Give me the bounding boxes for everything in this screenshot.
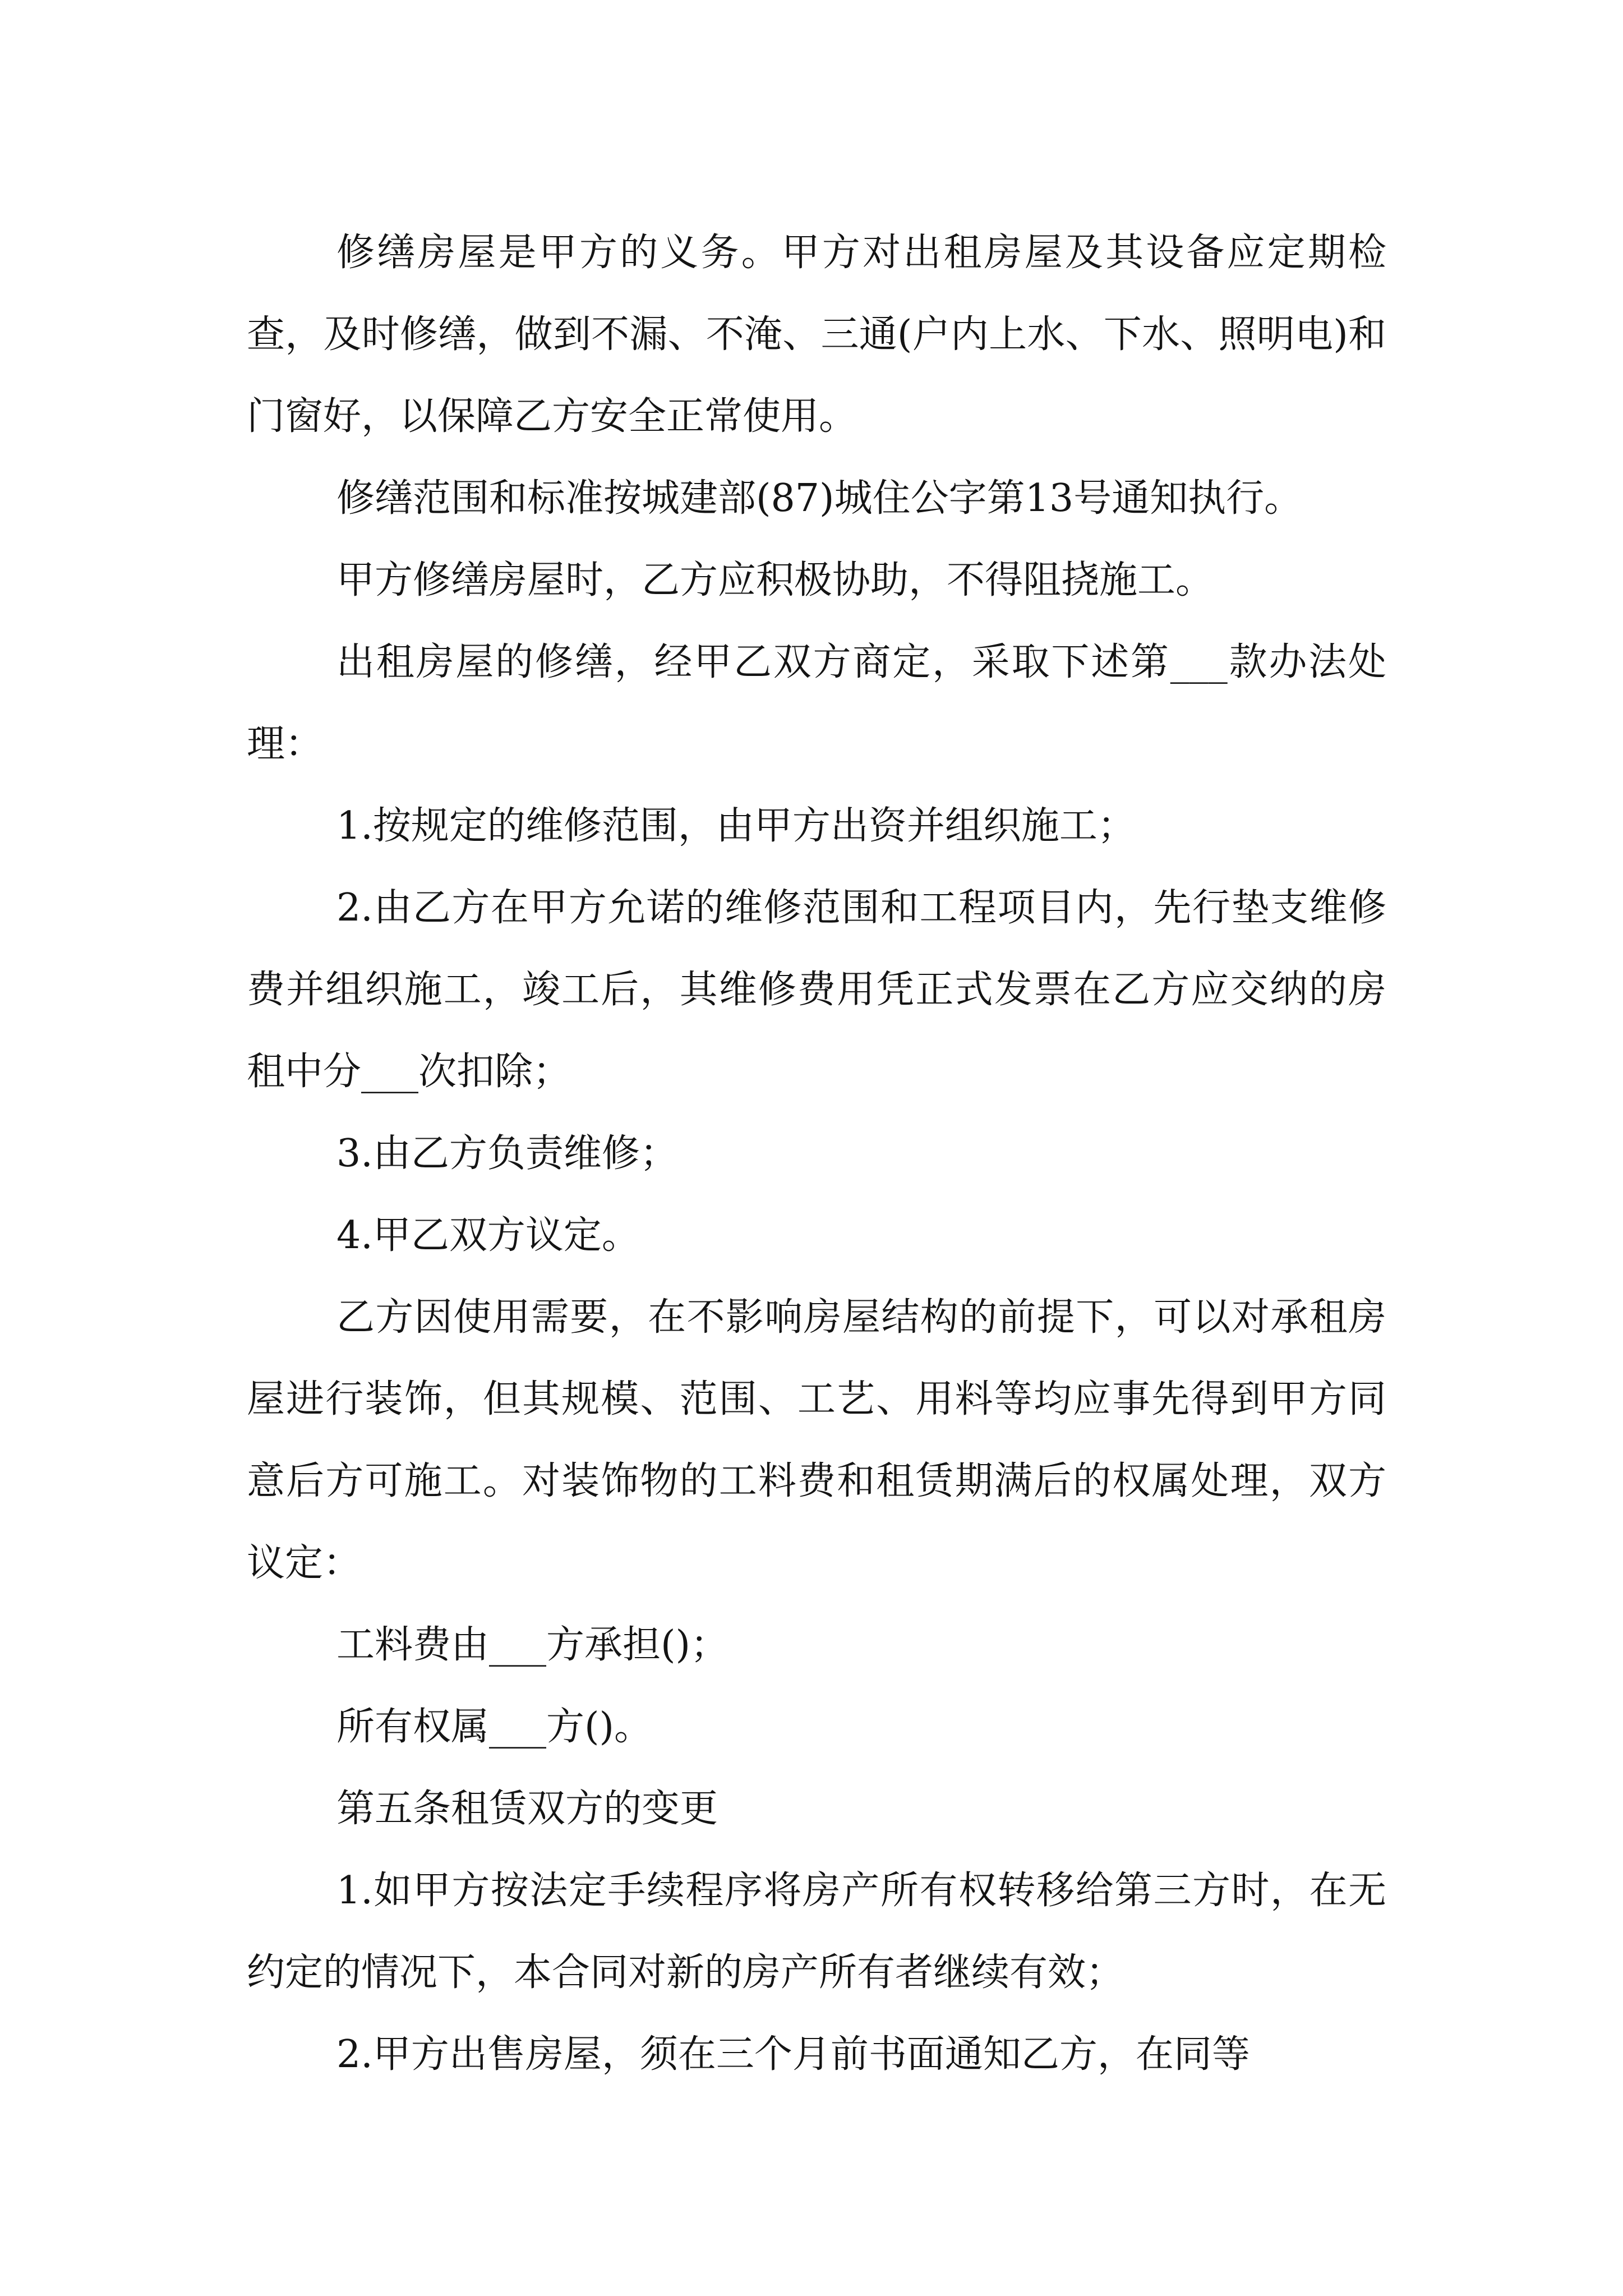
paragraph-material-cost: 工料费由___方承担()； <box>336 1623 729 1667</box>
paragraph-repair-obligation: 修缮房屋是甲方的义务。甲方对出租房屋及其设备应定期检查，及时修缮，做到不漏、不淹、三通(户内上水、下水、照明电)和门窗好，以保障乙方安全正常使用。 <box>247 231 1386 439</box>
section-heading-article-5: 第五条租赁双方的变更 <box>336 1787 718 1831</box>
paragraph-decoration: 乙方因使用需要，在不影响房屋结构的前提下，可以对承租房屋进行装饰，但其规模、范围、工艺、用料等均应事先得到甲方同意后方可施工。对装饰物的工料费和租赁期满后的权属处理，双方议定： <box>247 1295 1386 1585</box>
list-item-option-1: 1.按规定的维修范围，由甲方出资并组织施工； <box>336 804 1136 848</box>
list-item-option-2: 2.由乙方在甲方允诺的维修范围和工程项目内，先行垫支维修费并组织施工，竣工后，其维修费用凭正式发票在乙方应交纳的房租中分___次扣除； <box>247 886 1386 1094</box>
paragraph-tenant-assist: 甲方修缮房屋时，乙方应积极协助，不得阻挠施工。 <box>336 558 1214 602</box>
list-item-transfer: 1.如甲方按法定手续程序将房产所有权转移给第三方时，在无约定的情况下，本合同对新的房产所有者继续有效； <box>247 1869 1386 1995</box>
document-body <box>247 212 1386 2096</box>
list-item-sale-notice: 2.甲方出售房屋，须在三个月前书面通知乙方，在同等 <box>336 2032 1250 2077</box>
list-item-option-4: 4.甲乙双方议定。 <box>336 1213 640 1258</box>
paragraph-repair-method: 出租房屋的修缮，经甲乙双方商定，采取下述第___款办法处理： <box>247 640 1386 766</box>
paragraph-ownership: 所有权属___方()。 <box>336 1705 653 1749</box>
paragraph-repair-standard: 修缮范围和标准按城建部(87)城住公字第13号通知执行。 <box>336 476 1303 521</box>
list-item-option-3: 3.由乙方负责维修； <box>336 1131 678 1176</box>
